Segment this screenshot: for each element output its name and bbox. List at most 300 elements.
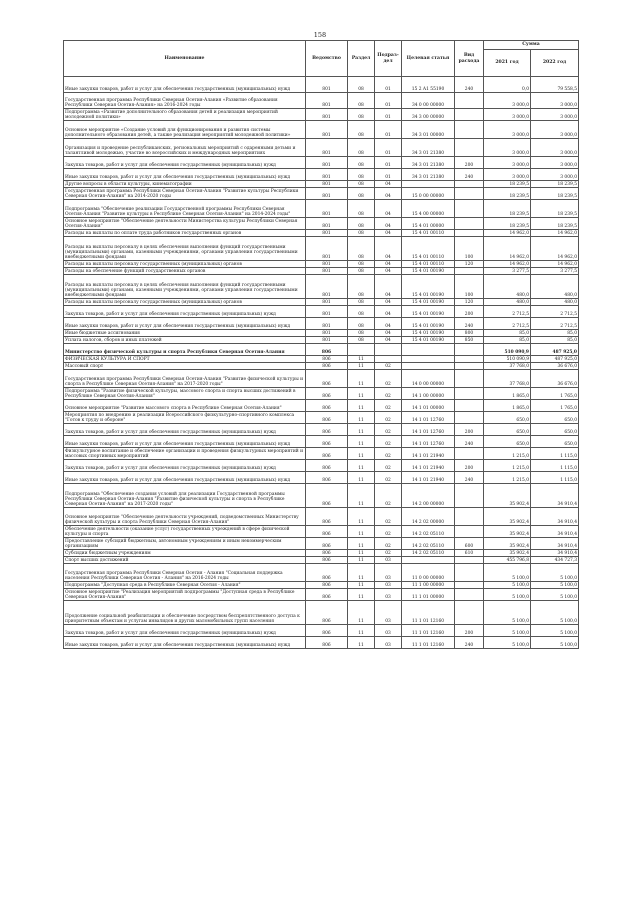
cell-expense-type [455,230,484,237]
cell-expense-type: 200 [455,424,484,436]
cell-subsection: 01 [375,77,402,93]
cell-department: 801 [306,139,348,157]
table-row [64,484,579,508]
cell-section: 08 [348,299,375,306]
cell-subsection [375,356,402,363]
cell-subsection: 04 [375,275,402,299]
cell-name: Подпрограмма "Обеспечение реализации Государственной программы Республики Северная Осетия-Алания "Развитие культуры в Республике Северная Осетия-Алания" на 2014-2024 годы" [64,200,306,218]
table-row [64,601,579,625]
cell-department: 801 [306,337,348,344]
table-row [64,508,579,526]
cell-name: Закупка товаров, работ и услуг для обеспечения государственных (муниципальных) нужд [64,625,306,637]
cell-name: Иные закупки товаров, работ и услуг для обеспечения государственных (муниципальных) нужд [64,169,306,181]
cell-department: 806 [306,538,348,550]
cell-expense-type [455,589,484,601]
cell-subsection: 03 [375,557,402,564]
cell-year-2021: 3 000,0 [484,139,531,157]
cell-name: Закупка товаров, работ и услуг для обеспечения государственных (муниципальных) нужд [64,424,306,436]
cell-department: 806 [306,550,348,557]
table-row [64,200,579,218]
header-expense-type: Вид расхода [455,41,484,77]
table-row [64,218,579,230]
cell-department: 806 [306,412,348,424]
cell-name: Другие вопросы в области культуры, кинематографии [64,181,306,188]
cell-expense-type [455,412,484,424]
cell-year-2021: 650,0 [484,436,531,448]
cell-section: 08 [348,200,375,218]
cell-expense-type [455,370,484,388]
cell-name: Основное мероприятие «Создание условий для функционирования и развития системы дополнительного образования детей, а также реализация мероприятий молодежной политики» [64,121,306,139]
table-row [64,550,579,557]
cell-department: 801 [306,306,348,318]
cell-subsection: 01 [375,169,402,181]
table-row [64,268,579,275]
cell-year-2021: 85,0 [484,330,531,337]
cell-year-2021: 2 712,5 [484,306,531,318]
cell-name: Спорт высших достижений [64,557,306,564]
cell-section: 08 [348,218,375,230]
table-row [64,448,579,460]
cell-section: 11 [348,484,375,508]
cell-name: Продолжение социальной реабилитации и обеспечение посредством беспрепятственного доступа к приоритетным объектам и услугам инвалидов и других маломобильных групп населения [64,601,306,625]
cell-year-2021: 510 090,9 [484,344,531,356]
cell-name: Подпрограмма "Обеспечение создания условий для реализации Государственной программы Республики Северная Осетия-Алания "Развитие физической культуры и спорта в Республике Северная Осетия-Алания" на 2017-2020 годы" [64,484,306,508]
cell-subsection: 02 [375,400,402,412]
cell-expense-type: 200 [455,625,484,637]
cell-target: 14 1 01 21940 [402,460,455,472]
cell-department: 801 [306,93,348,109]
cell-year-2021: 14 962,0 [484,230,531,237]
cell-name: Расходы на выплаты персоналу в целях обеспечения выполнения функций государственными (муниципальными) органами, казенными учреждениями, органами управления государственными внебюджетными фондами [64,275,306,299]
cell-target: 15 0 00 00000 [402,188,455,200]
cell-subsection: 03 [375,625,402,637]
cell-expense-type [455,356,484,363]
cell-expense-type [455,582,484,589]
header-year-2021: 2021 год [484,50,531,77]
cell-year-2021: 35 902,4 [484,508,531,526]
cell-subsection: 02 [375,448,402,460]
table-row [64,370,579,388]
cell-target: 14 1 00 00000 [402,388,455,400]
cell-year-2022: 5 100,0 [531,637,579,649]
cell-target: 15 4 01 00190 [402,337,455,344]
cell-year-2021: 455 796,8 [484,557,531,564]
cell-department: 806 [306,344,348,356]
table-row [64,261,579,268]
cell-subsection: 02 [375,412,402,424]
cell-year-2022: 3 000,0 [531,121,579,139]
cell-year-2022: 487 925,0 [531,356,579,363]
cell-year-2021: 3 000,0 [484,109,531,121]
cell-name: Государственная программа Республики Северная Осетия-Алания "Развитие физической культуры и спорта в Республике Северная Осетия-Алания" на 2017-2020 годы" [64,370,306,388]
cell-subsection: 01 [375,109,402,121]
cell-target: 14 1 01 12760 [402,436,455,448]
table-row [64,157,579,169]
cell-target [402,557,455,564]
cell-year-2021: 37 768,0 [484,370,531,388]
cell-section: 11 [348,557,375,564]
cell-department: 801 [306,218,348,230]
cell-expense-type: 200 [455,460,484,472]
cell-year-2021: 5 100,0 [484,625,531,637]
cell-department: 801 [306,237,348,261]
cell-section: 11 [348,637,375,649]
cell-section: 08 [348,109,375,121]
table-row [64,538,579,550]
header-sum: Сумма [484,41,579,50]
cell-year-2022: 5 100,0 [531,582,579,589]
table-row [64,460,579,472]
cell-year-2022: 5 100,0 [531,564,579,582]
table-row [64,188,579,200]
cell-department: 806 [306,370,348,388]
cell-department: 806 [306,460,348,472]
table-row [64,230,579,237]
cell-name: Иные закупки товаров, работ и услуг для обеспечения государственных (муниципальных) нужд [64,637,306,649]
table-row [64,181,579,188]
cell-subsection: 02 [375,538,402,550]
cell-department: 801 [306,318,348,330]
cell-department: 801 [306,230,348,237]
cell-section: 08 [348,188,375,200]
table-row [64,109,579,121]
cell-subsection: 04 [375,337,402,344]
cell-target: 15 4 01 00190 [402,330,455,337]
cell-expense-type [455,200,484,218]
cell-year-2022: 1 115,0 [531,472,579,484]
cell-name: Закупка товаров, работ и услуг для обеспечения государственных (муниципальных) нужд [64,460,306,472]
cell-expense-type [455,344,484,356]
cell-section: 11 [348,400,375,412]
table-row [64,299,579,306]
table-row [64,472,579,484]
cell-department: 801 [306,299,348,306]
cell-year-2022: 34 910,4 [531,484,579,508]
table-row [64,637,579,649]
table-row [64,436,579,448]
cell-department: 806 [306,564,348,582]
cell-subsection: 04 [375,306,402,318]
cell-year-2021: 18 239,5 [484,218,531,230]
cell-section: 11 [348,472,375,484]
cell-year-2022: 650,0 [531,436,579,448]
table-row [64,330,579,337]
cell-subsection: 03 [375,582,402,589]
cell-target [402,356,455,363]
cell-section: 11 [348,356,375,363]
cell-expense-type: 200 [455,306,484,318]
cell-section: 08 [348,306,375,318]
cell-name: Мероприятия по внедрению и реализации Всероссийского физкультурно-спортивного комплекса "Готов к труду и обороне" [64,412,306,424]
cell-year-2021: 35 902,4 [484,484,531,508]
cell-department: 801 [306,181,348,188]
cell-expense-type: 240 [455,318,484,330]
cell-subsection: 02 [375,370,402,388]
cell-department: 806 [306,637,348,649]
cell-name: ФИЗИЧЕСКАЯ КУЛЬТУРА И СПОРТ [64,356,306,363]
cell-year-2022: 18 239,5 [531,200,579,218]
cell-section: 11 [348,538,375,550]
cell-target: 15 2 A1 55190 [402,77,455,93]
cell-target: 34 3 01 00000 [402,121,455,139]
cell-year-2022: 1 765,0 [531,388,579,400]
cell-section: 08 [348,337,375,344]
table-row [64,424,579,436]
cell-subsection: 02 [375,460,402,472]
cell-year-2021: 37 768,0 [484,363,531,370]
cell-year-2022: 2 712,5 [531,306,579,318]
table-row [64,121,579,139]
table-row [64,526,579,538]
cell-subsection: 04 [375,181,402,188]
cell-name: Массовый спорт [64,363,306,370]
cell-year-2022: 3 000,0 [531,93,579,109]
table-row [64,93,579,109]
cell-target: 14 1 01 12760 [402,424,455,436]
cell-year-2022: 34 910,4 [531,526,579,538]
cell-target: 14 0 00 00000 [402,370,455,388]
cell-department: 806 [306,625,348,637]
cell-year-2022: 18 239,5 [531,188,579,200]
cell-name: Подпрограмма "Развитие физической культуры, массового спорта и спорта высших достижений в Республике Северная Осетия-Алания" [64,388,306,400]
cell-year-2022: 3 000,0 [531,109,579,121]
cell-subsection [375,344,402,356]
cell-target: 11 1 01 12160 [402,601,455,625]
cell-target: 14 2 02 05110 [402,550,455,557]
cell-year-2021: 1 215,0 [484,472,531,484]
cell-section: 08 [348,261,375,268]
cell-subsection: 02 [375,508,402,526]
cell-year-2022: 34 910,4 [531,508,579,526]
cell-year-2021: 3 000,0 [484,93,531,109]
cell-name: Основное мероприятие "Обеспечение деятельности учреждений, подведомственных Министерству физической культуры и спорта Республики Северная Осетия-Алания" [64,508,306,526]
cell-target: 15 4 01 00190 [402,275,455,299]
cell-year-2021: 14 962,0 [484,261,531,268]
cell-year-2022: 650,0 [531,424,579,436]
cell-name: Обеспечение деятельности (оказание услуг) государственных учреждений в сфере физической культуры и спорта [64,526,306,538]
cell-name: Расходы на выплаты персоналу государственных (муниципальных) органов [64,299,306,306]
cell-subsection: 04 [375,237,402,261]
cell-department: 806 [306,526,348,538]
header-year-2022: 2022 год [531,50,579,77]
cell-year-2021: 18 239,5 [484,200,531,218]
cell-expense-type [455,526,484,538]
cell-target: 15 4 01 00190 [402,299,455,306]
cell-name: Закупка товаров, работ и услуг для обеспечения государственных (муниципальных) нужд [64,306,306,318]
cell-expense-type [455,218,484,230]
cell-target: 14 1 01 21940 [402,448,455,460]
cell-section: 11 [348,582,375,589]
table-row [64,564,579,582]
cell-section: 11 [348,601,375,625]
cell-section: 08 [348,330,375,337]
cell-expense-type: 800 [455,330,484,337]
table-row [64,337,579,344]
cell-target: 34 3 00 00000 [402,109,455,121]
cell-target: 11 1 00 00000 [402,582,455,589]
table-row [64,344,579,356]
cell-section [348,344,375,356]
cell-department: 806 [306,436,348,448]
cell-target: 11 0 00 00000 [402,564,455,582]
cell-section: 08 [348,169,375,181]
cell-year-2021: 1 865,0 [484,388,531,400]
cell-target: 34 3 01 21380 [402,157,455,169]
header-name: Наименование [64,41,306,77]
cell-expense-type: 600 [455,538,484,550]
cell-department: 806 [306,472,348,484]
cell-section: 11 [348,526,375,538]
header-section: Раздел [348,41,375,77]
cell-expense-type [455,363,484,370]
cell-name: Подпрограмма «Развитие дополнительного образования детей и реализация мероприятий молодежной политики» [64,109,306,121]
cell-year-2022: 36 676,0 [531,363,579,370]
cell-section: 08 [348,121,375,139]
cell-subsection: 04 [375,218,402,230]
cell-section: 11 [348,448,375,460]
cell-section: 11 [348,370,375,388]
cell-subsection: 04 [375,188,402,200]
cell-section: 08 [348,268,375,275]
cell-target: 14 1 01 12760 [402,412,455,424]
table-row [64,363,579,370]
cell-target: 14 2 02 05110 [402,526,455,538]
cell-subsection: 01 [375,93,402,109]
cell-year-2022: 3 277,5 [531,268,579,275]
cell-year-2021: 5 100,0 [484,564,531,582]
cell-section: 08 [348,157,375,169]
cell-year-2021: 18 239,5 [484,188,531,200]
table-row [64,589,579,601]
table-row [64,237,579,261]
cell-section: 11 [348,589,375,601]
cell-department: 806 [306,484,348,508]
cell-department: 801 [306,157,348,169]
cell-department: 806 [306,388,348,400]
cell-expense-type [455,508,484,526]
cell-section: 11 [348,564,375,582]
cell-department: 806 [306,400,348,412]
cell-expense-type: 240 [455,436,484,448]
cell-subsection: 02 [375,526,402,538]
cell-target: 15 4 01 00190 [402,318,455,330]
cell-section: 08 [348,237,375,261]
cell-expense-type [455,188,484,200]
cell-target: 14 1 01 21940 [402,472,455,484]
cell-name: Государственная программа Республики Северная Осетия-Алания «Развитие образования Республики Северная Осетия-Алания» на 2016-2024 годы [64,93,306,109]
cell-target: 14 2 02 00000 [402,508,455,526]
cell-year-2022: 18 239,5 [531,218,579,230]
cell-target: 34 3 01 21380 [402,139,455,157]
cell-target: 15 4 00 00000 [402,200,455,218]
cell-target [402,181,455,188]
cell-year-2022: 14 962,0 [531,230,579,237]
cell-target: 14 1 01 00000 [402,400,455,412]
cell-expense-type: 100 [455,275,484,299]
cell-section: 11 [348,412,375,424]
cell-subsection: 02 [375,472,402,484]
cell-department: 806 [306,557,348,564]
cell-year-2022: 2 712,5 [531,318,579,330]
cell-section: 11 [348,436,375,448]
cell-subsection: 03 [375,637,402,649]
cell-section: 11 [348,550,375,557]
cell-section: 08 [348,77,375,93]
cell-expense-type [455,109,484,121]
cell-section: 08 [348,181,375,188]
table-header-row [64,41,579,50]
cell-year-2022: 650,0 [531,412,579,424]
cell-expense-type: 120 [455,299,484,306]
cell-section: 08 [348,230,375,237]
cell-target: 11 1 01 12160 [402,625,455,637]
cell-year-2021: 480,0 [484,299,531,306]
header-department: Ведомство [306,41,348,77]
cell-subsection: 02 [375,550,402,557]
cell-name: Предоставление субсидий бюджетным, автономным учреждениям и иным некоммерческим организациям [64,538,306,550]
cell-section: 08 [348,275,375,299]
cell-year-2022: 34 910,4 [531,538,579,550]
cell-department: 806 [306,589,348,601]
cell-year-2021: 3 277,5 [484,268,531,275]
table-row [64,388,579,400]
table-row [64,169,579,181]
cell-target: 15 4 01 00110 [402,261,455,268]
cell-name: Иные закупки товаров, работ и услуг для обеспечения государственных (муниципальных) нужд [64,472,306,484]
cell-expense-type: 240 [455,77,484,93]
cell-year-2021: 5 100,0 [484,601,531,625]
cell-year-2022: 487 925,0 [531,344,579,356]
cell-subsection: 02 [375,436,402,448]
cell-target: 11 1 01 00000 [402,589,455,601]
cell-department: 801 [306,330,348,337]
cell-section: 08 [348,318,375,330]
cell-section: 08 [348,93,375,109]
cell-subsection: 04 [375,268,402,275]
cell-subsection: 03 [375,564,402,582]
header-target: Целевая статья [402,41,455,77]
cell-expense-type [455,448,484,460]
cell-target: 34 3 01 21380 [402,169,455,181]
cell-department: 801 [306,275,348,299]
table-row [64,356,579,363]
cell-target: 15 4 01 00000 [402,218,455,230]
cell-target: 15 4 01 00110 [402,230,455,237]
cell-year-2022: 3 000,0 [531,157,579,169]
cell-expense-type [455,557,484,564]
cell-name: Расходы на выплаты персоналу в целях обеспечения выполнения функций государственными (муниципальными) органами, казенными учреждениями, органами управления государственными внебюджетными фондами [64,237,306,261]
cell-subsection: 04 [375,330,402,337]
cell-name: Иные закупки товаров, работ и услуг для обеспечения государственных (муниципальных) нужд [64,77,306,93]
cell-year-2021: 650,0 [484,424,531,436]
cell-section: 08 [348,139,375,157]
cell-year-2021: 18 239,5 [484,181,531,188]
cell-year-2021: 35 902,4 [484,550,531,557]
cell-name: Государственная программа Республики Северная Осетия-Алания "Развитие культуры Республики Северная Осетия-Алания" на 2014-2020 годы [64,188,306,200]
table-row [64,77,579,93]
cell-year-2021: 1 215,0 [484,448,531,460]
cell-expense-type: 100 [455,237,484,261]
cell-expense-type [455,388,484,400]
cell-year-2021: 35 902,4 [484,538,531,550]
cell-section: 11 [348,625,375,637]
table-row [64,557,579,564]
budget-table [63,40,579,649]
cell-year-2022: 3 000,0 [531,169,579,181]
table-row [64,412,579,424]
cell-expense-type: 610 [455,550,484,557]
cell-year-2022: 36 676,0 [531,370,579,388]
